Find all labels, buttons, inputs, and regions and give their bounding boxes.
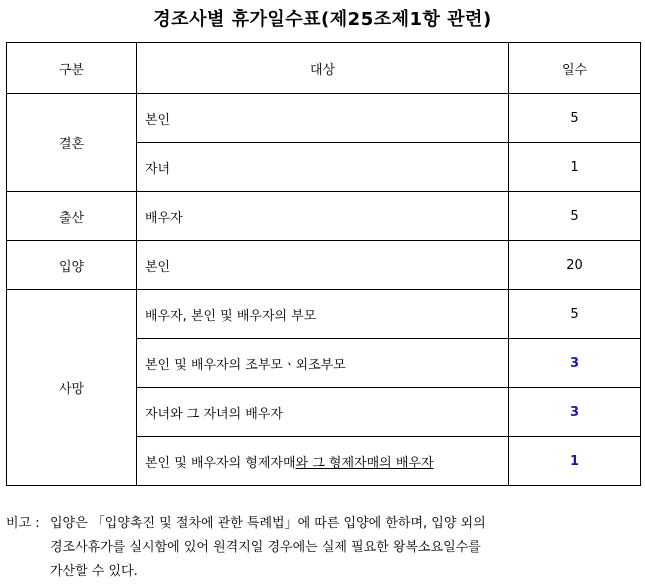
page-title: 경조사별 휴가일수표(제25조제1항 관련) xyxy=(153,9,492,30)
days-cell: 1 xyxy=(509,143,641,192)
target-cell: 본인 xyxy=(137,241,509,290)
table-row xyxy=(7,290,641,339)
footnote xyxy=(6,512,638,584)
table-row xyxy=(7,94,641,143)
days-cell: 20 xyxy=(509,241,641,290)
header-days: 일수 xyxy=(509,43,641,94)
days-cell: 5 xyxy=(509,290,641,339)
table-header-row xyxy=(7,43,641,94)
days-cell: 5 xyxy=(509,94,641,143)
header-target: 대상 xyxy=(137,43,509,94)
table-row xyxy=(7,241,641,290)
target-cell: 배우자 xyxy=(137,192,509,241)
footnote-line xyxy=(6,512,638,536)
days-cell: 1 xyxy=(509,437,641,486)
footnote-prefix: 비고 : xyxy=(6,516,40,531)
target-text: 본인 및 배우자의 형제자매 xyxy=(145,455,296,471)
days-cell: 3 xyxy=(509,388,641,437)
target-cell: 자녀 xyxy=(137,143,509,192)
days-cell: 5 xyxy=(509,192,641,241)
target-cell: 본인 및 배우자의 조부모ㆍ외조부모 xyxy=(137,339,509,388)
leave-days-table xyxy=(6,42,641,486)
header-category: 구분 xyxy=(7,43,137,94)
footnote-line: 경조사휴가를 실시함에 있어 원격지일 경우에는 실제 필요한 왕복소요일수를 xyxy=(50,540,481,555)
target-cell xyxy=(137,437,509,486)
days-cell: 3 xyxy=(509,339,641,388)
target-cell: 자녀와 그 자녀의 배우자 xyxy=(137,388,509,437)
category-adoption: 입양 xyxy=(7,241,137,290)
category-marriage: 결혼 xyxy=(7,94,137,192)
target-cell: 배우자, 본인 및 배우자의 부모 xyxy=(137,290,509,339)
footnote-text: 입양은 「입양촉진 및 절차에 관한 특례법」에 따른 입양에 한하며, 입양 외의 xyxy=(50,516,486,531)
target-cell: 본인 xyxy=(137,94,509,143)
category-death: 사망 xyxy=(7,290,137,486)
table-row xyxy=(7,192,641,241)
category-birth: 출산 xyxy=(7,192,137,241)
footnote-line: 가산할 수 있다. xyxy=(50,564,138,579)
target-text-underlined: 와 그 형제자매의 배우자 xyxy=(295,455,434,471)
